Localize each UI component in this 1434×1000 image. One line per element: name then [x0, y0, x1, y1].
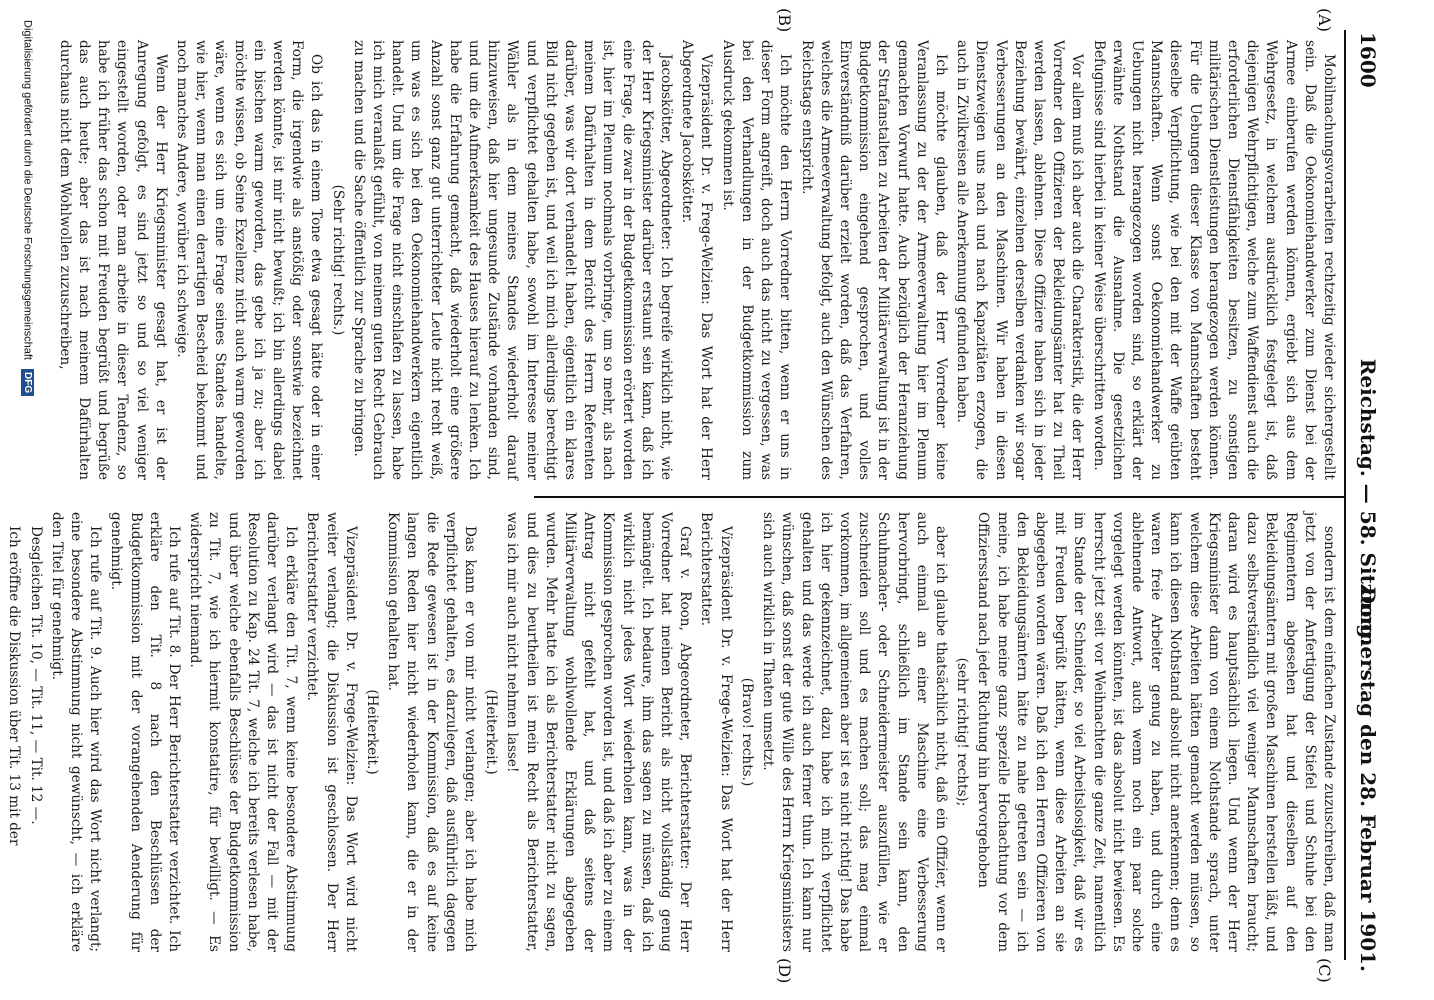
- margin-mark-c: (C): [1315, 958, 1334, 983]
- left-column: [56, 40, 1338, 480]
- paragraph: sondern ist dem einfachen Zustande zuzuschreiben, daß man jetzt von der Anfertigung der Stiefel und Schuhe bei den Regimentern abgesehen hat und dieselben auf den Bekleidungsämtern mit großen Maschinen herstellen läßt, und dazu selbstverständlich viel weniger Mannschaften braucht; daran wird es hauptsächlich liegen. Und wenn der Herr Kriegsminister dann von einem Nothstande sprach, unter welchem diese Arbeiten hätten gemacht werden müssen, so kann ich diesen Nothstand absolut nicht anerkennen; denn es waren freie Arbeiter genug zu haben, und durch eine ablehnende Antwort, auch wenn noch ein paar solche vorgelegt werden könnten, ist das absolut nicht bewiesen. Es herrscht jetzt seit vor Weihnachten die ganze Zeit, namentlich im Stande der Schneider, so viel Arbeitslosigkeit, daß wir es mit Freuden begrüßt hätten, wenn diese Arbeiten an sie abgegeben worden wären. Daß ich den Herren Offizieren von den Bekleidungsämtern hätte zu nahe getreten sein — ich meine, ich habe meine ganz spezielle Hochachtung vor dem Offiziersstand nach jeder Richtung hin hervorgehoben: [975, 512, 1337, 952]
- paragraph: Vor allem muß ich aber auch die Charakteristik, die der Herr Vorredner den Offizieren der Bekleidungsämter hat zu Theil werden lassen, ablehnen. Diese Offiziere haben sich in jeder Beziehung bewährt, einzelnen derselben verdanken wir sogar Verbesserungen an den Maschinen. Wir haben in diesen Dienstzweigen uns nach und nach Kapazitäten erzogen, die auch in Zivilkreisen alle Anerkennung gefunden haben.: [954, 40, 1086, 480]
- paragraph: Vizepräsident Dr. v. Frege-Welzien: Das Wort wird nicht weiter verlangt; die Diskussion ist geschlossen. Der Herr Berichterstatter verzichtet.: [304, 512, 359, 952]
- paragraph: Jacobskötter, Abgeordneter: Ich begreife wirklich nicht, wie der Herr Kriegsminister darüber erstaunt sein kann, daß ich eine Frage, die zwar in der Budgetkommission erörtert worden ist, hier im Plenum nochmals vorbringe, um so mehr, als nach meinem Dafürhalten in dem Bericht des Herrn Referenten darüber, was wir dort verhandelt haben, eigentlich ein klares Bild nicht gegeben ist, und weil ich mich allerdings berechtigt und verpflichtet gehalten habe, sowohl im Interesse meiner Wähler als in dem meines Standes wiederholt darauf hinzuweisen, daß hier ungesunde Zustände vorhanden sind, und um die Aufmerksamkeit des Hauses hierauf zu lenken. Ich habe die Erfahrung gemacht, daß wiederholt eine größere Anzahl sonst ganz gut unterrichteter Leute nicht recht weiß, um was es sich bei den Oekonomiehandwerkern eigentlich handelt. Und um die Frage nicht einschlafen zu lassen, habe ich mich veranlaßt gefühlt, von meinem guten Recht Gebrauch zu machen und die Sache öffentlich zur Sprache zu bringen.: [350, 40, 675, 480]
- paragraph: Ich rufe auf Tit. 9. Auch hier wird das Wort nicht verlangt; eine besondere Abstimmung nicht gewünscht, — ich erkläre den Titel für genehmigt.: [48, 512, 104, 952]
- paragraph: (Heiterkeit.): [364, 689, 381, 775]
- digitization-credit: Digitalisierung gefördert durch die Deutsche Forschungsgemeinschaft: [21, 20, 34, 360]
- margin-mark-b: (B): [775, 8, 794, 33]
- margin-mark-d: (D): [775, 958, 794, 984]
- paragraph: Mobilmachungsvorarbeiten rechtzeitig wieder sichergestellt sein. Daß die Oekonomiehandwerker zum Dienst bei der Armee einberufen werden können, ergiebt sich aus dem Wehrgesetz, in welchem ausdrücklich festgelegt ist, daß diejenigen Wehrpflichtigen, welche zum Waffendienst auch die erforderlichen Dienstfähigkeiten besitzen, zu sonstigen militärischen Dienstleistungen herangezogen werden können. Für die Uebungen dieser Klasse von Mannschaften besteht dieselbe Verpflichtung, wie bei den mit der Waffe geübten Mannschaften. Wenn sonst Oekonomiehandwerker zu Uebungen nicht herangezogen worden sind, so erklärt der erwähnte Nothstand die Ausnahme. Die gesetzlichen Befugnisse sind hierbei in keiner Weise überschritten worden.: [1090, 40, 1337, 480]
- paragraph: aber ich glaube thatsächlich nicht, daß ein Offizier, wenn er auch einmal an einer Maschine eine Verbesserung hervorbringt, schließlich im Stande sein kann, den Schuhmacher- oder Schneidermeister auszufüllen, wie er zuschneiden soll und es machen soll; das mag einmal vorkommen, im allgemeinen aber ist es nicht richtig! Das habe ich hier gekennzeichnet, dazu habe ich mich verpflichtet gehalten und das werde ich auch ferner thun. Ich kann nur wünschen, daß sonst der gute Wille des Herrn Kriegsministers sich auch wirklich in Thaten umsetzt.: [760, 512, 949, 952]
- paragraph: Ich erkläre den Tit. 7, wenn keine besondere Abstimmung darüber verlangt wird — das ist nicht der Fall — mit der Resolution zu Kap. 24 Tit. 7, welche ich bereits verlesen habe, und über welche ebenfalls Beschlüsse der Budgetkommission zu Tit. 7, wie ich hiermit konstatire, für bewilligt. — Es widerspricht niemand.: [187, 512, 300, 952]
- header-rule: [1344, 30, 1346, 960]
- session-title: Reichstag. — 58. Sitzung.: [1356, 358, 1380, 646]
- paragraph: (Bravo! rechts.): [738, 677, 755, 787]
- paragraph: Desgleichen Tit. 10, — Tit. 11, — Tit. 12 —.: [27, 526, 44, 825]
- dfg-logo: DFG: [21, 369, 34, 396]
- paragraph: Ich eröffne die Diskussion über Tit. 13 mit der: [6, 526, 23, 846]
- paragraph: Vizepräsident Dr. v. Frege-Welzien: Das Wort hat der Herr Abgeordnete Jacobskötter.: [679, 40, 715, 480]
- paragraph: Wenn der Herr Kriegsminister gesagt hat, er ist der Anregung gefolgt, es sind jetzt so und so viel weniger eingestellt worden, oder man arbeite in dieser Tendenz, so habe ich früher das schon mit Freuden begrüßt und begrüße das auch heute; aber das ist nach meinem Dafürhalten durchaus nicht dem Wohlwollen zuzuschreiben,: [56, 40, 169, 480]
- paragraph: Das kann er von mir nicht verlangen; aber ich habe mich verpflichtet gehalten, es darzulegen, daß ausführlich dagegen die Rede gewesen ist in der Kommission, daß es auf keine langen Reden hier nicht wiederholen kann, die er in der Kommission gehalten hat.: [385, 512, 479, 952]
- page-header: [1346, 32, 1386, 972]
- margin-mark-a: (A): [1315, 8, 1334, 33]
- paragraph: Ob ich das in einem Tone etwa gesagt hätte oder in einer Form, die irgendwie als anstößig oder sonstwie bezeichnet werden könnte, ist mir nicht bewußt; ich bin allerdings dabei ein bischen warm geworden, das gebe ich ja zu; aber ich möchte wissen, ob Seine Exzellenz nicht auch warm geworden wäre, wenn es sich um eine Frage seines Standes handelte, wie hier, wenn man einen derartigen Bescheid bekommt und noch manches Andere, worüber ich schweige.: [174, 40, 325, 480]
- paragraph: Graf v. Roon, Abgeordneter, Berichterstatter: Der Herr Vorredner hat meinen Bericht als nicht vollständig genug bemängelt. Ich bedaure, ihm das sagen zu müssen, daß ich wirklich nicht jedes Wort wiederholen kann, was in der Kommission gesprochen worden ist, und daß ich aber zu einem Antrag nicht gefehlt hat, und daß seitens der Militärverwaltung wohlwollende Erklärungen abgegeben wurden. Mehr hatte ich als Berichterstatter nicht zu sagen, und dies zu beurtheilen ist mein Recht als Berichterstatter, was ich mir auch nicht nehmen lasse!: [504, 512, 694, 952]
- page-number: 1600: [1356, 32, 1380, 88]
- paragraph: Ich rufe auf Tit. 8. Der Herr Berichterstatter verzichtet. Ich erkläre den Tit. 8 nach den Beschlüssen der Budgetkommission mit der vorangehenden Aenderung für genehmigt.: [108, 512, 183, 952]
- column-divider: [534, 496, 1344, 498]
- paragraph: Vizepräsident Dr. v. Frege-Welzien: Das Wort hat der Herr Berichterstatter.: [698, 512, 734, 952]
- paragraph: (Heiterkeit.): [483, 689, 500, 775]
- session-date: Donnerstag den 28. Februar 1901.: [1356, 586, 1380, 972]
- paragraph: (Sehr richtig! rechts.): [329, 184, 346, 336]
- paragraph: Ich möchte glauben, daß der Herr Vorredner keine Veranlassung zu der der Armeeverwaltung hier im Plenum gemachten Vorwurf hatte. Auch bezüglich der Heranziehung der Strafanstalten zu Arbeiten der Militärverwaltung ist in der Budgetkommission eingehend gesprochen, und volles Einverständniß darüber erzielt worden, daß das Verfahren, welches die Armeeverwaltung befolgt, auch den Wünschen des Reichstags entspricht.: [798, 40, 949, 480]
- paragraph: (sehr richtig! rechts);: [954, 657, 971, 807]
- page-footer: [21, 20, 34, 970]
- right-column: [6, 512, 1338, 952]
- paragraph: Ich möchte den Herrn Vorredner bitten, wenn er uns in dieser Form angreift, doch auch das nicht zu vergessen, was bei den Verhandlungen in der Budgetkommission zum Ausdruck gekommen ist.: [719, 40, 794, 480]
